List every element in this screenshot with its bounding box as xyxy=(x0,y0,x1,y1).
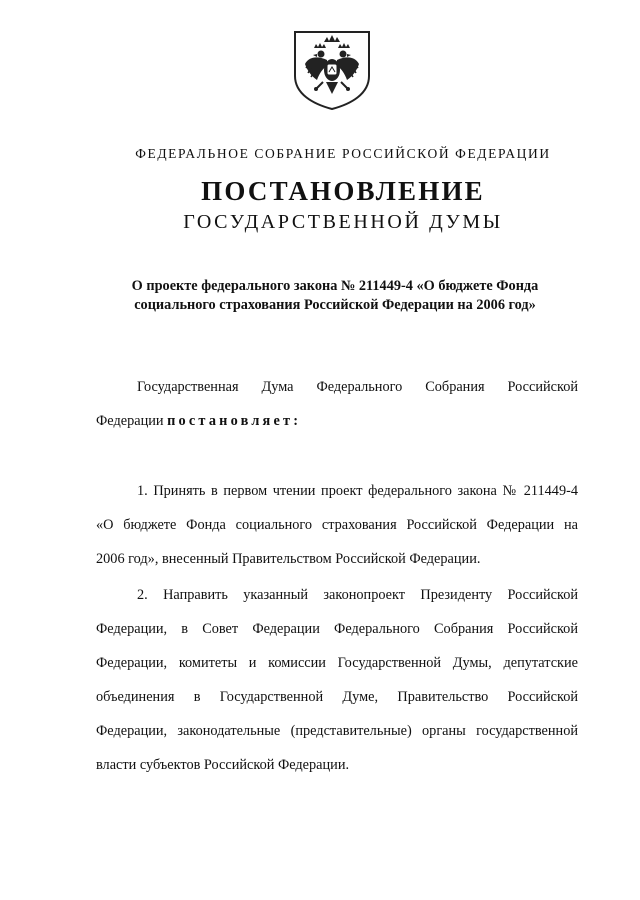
item-line: 2. Направить указанный законопроект Президенту Российской xyxy=(137,587,578,603)
subject-line: социального страхования Российской Федерации на 2006 год» xyxy=(134,297,536,313)
russian-coat-of-arms-icon xyxy=(293,30,371,110)
item-line: «О бюджете Фонда социального страхования Российской Федерации на xyxy=(96,517,578,533)
item-line: Федерации, законодательные (представительные) органы государственной xyxy=(96,723,578,739)
preamble-line xyxy=(96,412,578,446)
item-line: 1. Принять в первом чтении проект федерального закона № 211449-4 xyxy=(137,483,578,499)
resolution-subject xyxy=(110,277,560,315)
preamble-line: Государственная Дума Федерального Собрания Российской xyxy=(137,379,578,395)
document-type-title: ПОСТАНОВЛЕНИЕ xyxy=(201,176,485,206)
item-line: объединения в Государственной Думе, Правительство Российской xyxy=(96,689,578,705)
item-line: Федерации, комитеты и комиссии Государственной Думы, депутатские xyxy=(96,655,578,671)
resolution-item-2 xyxy=(96,586,578,790)
resolution-item-1 xyxy=(96,482,578,584)
issuing-body: ГОСУДАРСТВЕННОЙ ДУМЫ xyxy=(183,211,503,233)
preamble-text: Федерации xyxy=(96,413,168,429)
parliament-name: ФЕДЕРАЛЬНОЕ СОБРАНИЕ РОССИЙСКОЙ ФЕДЕРАЦИИ xyxy=(135,146,551,161)
item-line: власти субъектов Российской Федерации. xyxy=(96,757,350,773)
preamble-paragraph xyxy=(96,378,578,446)
item-line: Федерации, в Совет Федерации Федерального Собрания Российской xyxy=(96,621,578,637)
subject-line: О проекте федерального закона № 211449-4 «О бюджете Фонда xyxy=(131,278,539,294)
item-line: 2006 год», внесенный Правительством Российской Федерации. xyxy=(96,551,481,567)
resolves-word: постановляет: xyxy=(167,413,302,429)
